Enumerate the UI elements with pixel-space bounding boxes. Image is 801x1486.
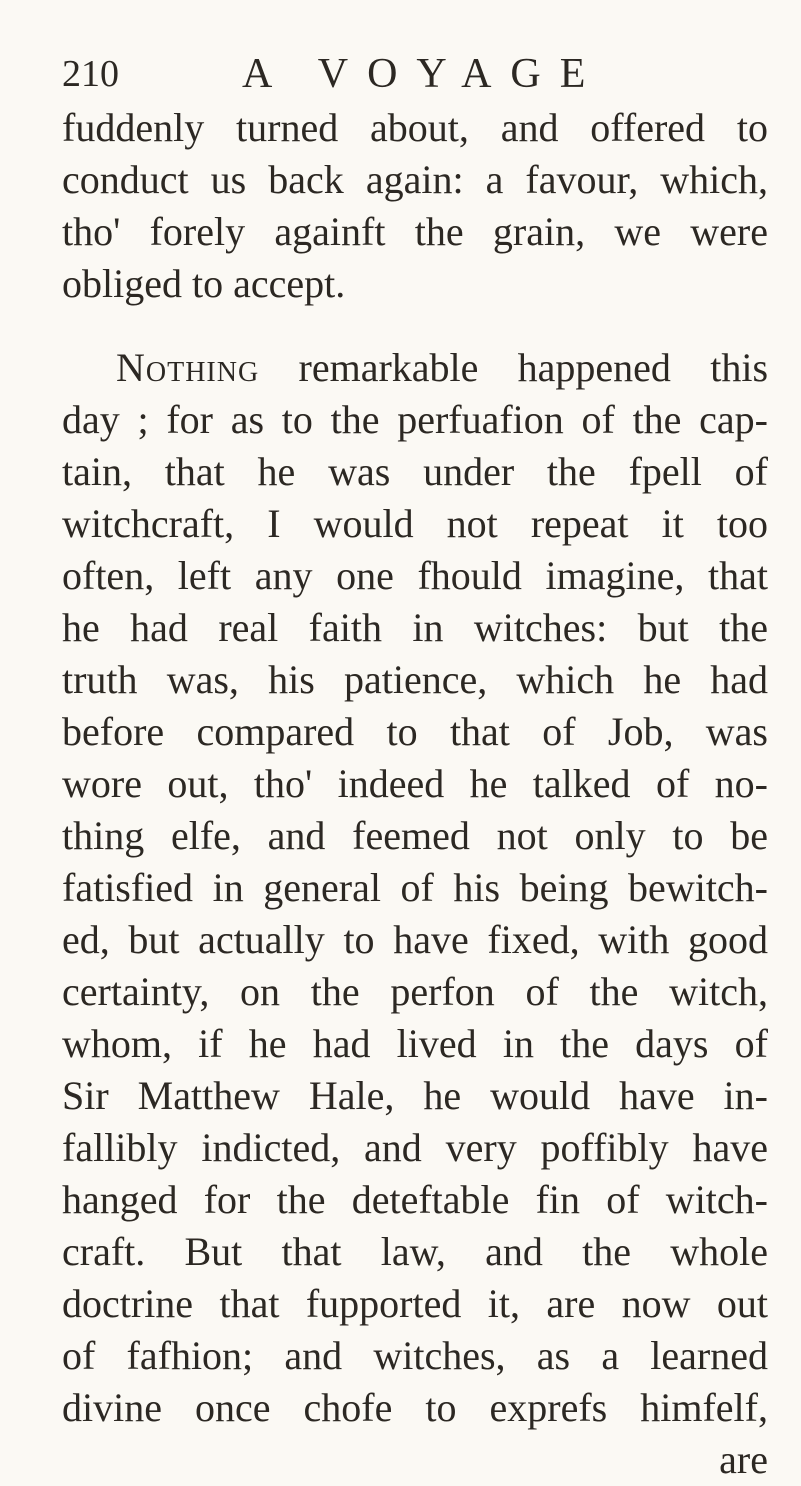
text-line: before compared to that of Job, was [62, 709, 768, 754]
body-text [62, 102, 768, 1486]
text-line: obliged to accept. [62, 261, 346, 306]
text-line: tain, that he was under the fpell of [62, 449, 768, 494]
text-line: truth was, his patience, which he had [62, 657, 768, 702]
text-line: witchcraft, I would not repeat it too [62, 501, 768, 546]
text-line: tho' forely againft the grain, we were [62, 209, 768, 254]
text-line: hanged for the deteftable fin of witch- [62, 1177, 768, 1222]
text-line: day ; for as to the perfuafion of the cap- [62, 397, 768, 442]
text-line: of fafhion; and witches, as a learned [62, 1333, 768, 1378]
text-line: craft. But that law, and the whole [62, 1229, 768, 1274]
text-line: ed, but actually to have fixed, with good [62, 917, 768, 962]
page-number: 210 [62, 53, 119, 95]
text-line: doctrine that fupported it, are now out [62, 1281, 768, 1326]
text-line: fatisfied in general of his being bewitch- [62, 865, 768, 910]
text-line: conduct us back again: a favour, which, [62, 157, 768, 202]
text-line: certainty, on the perfon of the witch, [62, 969, 768, 1014]
catchword: are [719, 1437, 768, 1482]
text-line: fallibly indicted, and very poffibly have [62, 1125, 768, 1170]
paragraph-lead-word: Nothing [116, 345, 260, 390]
text-line: thing elfe, and feemed not only to be [62, 813, 768, 858]
text-line: divine once chofe to exprefs himfelf, [62, 1385, 768, 1430]
text-line: whom, if he had lived in the days of [62, 1021, 768, 1066]
text-line: wore out, tho' indeed he talked of no- [62, 761, 768, 806]
text-line: Sir Matthew Hale, he would have in- [62, 1073, 768, 1118]
text-line: often, left any one fhould imagine, that [62, 553, 768, 598]
text-line-fragment: remarkable happened this [298, 345, 769, 390]
running-head [62, 44, 762, 104]
running-title: A VOYAGE [242, 51, 605, 97]
text-line: he had real faith in witches: but the [62, 605, 768, 650]
paragraph-opening-line [62, 342, 768, 394]
text-line: fuddenly turned about, and offered to [62, 105, 768, 150]
